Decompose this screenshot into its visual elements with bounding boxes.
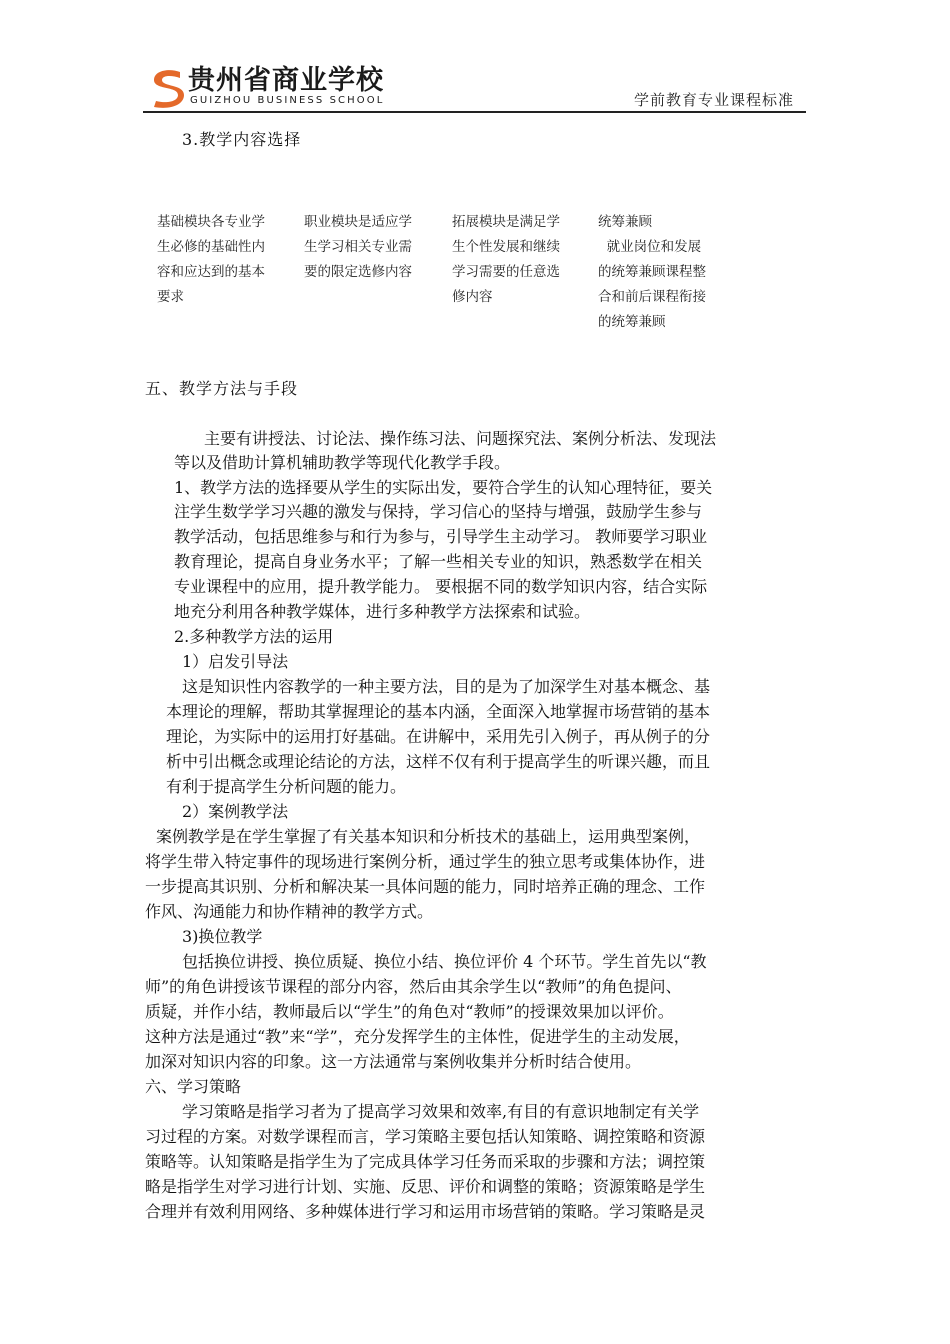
table-cell-line: 的统筹兼顾 <box>598 314 666 330</box>
subheading-multiple-methods: 2.多种教学方法的运用 <box>174 627 334 646</box>
table-cell-line: 生学习相关专业需 <box>304 239 412 255</box>
paragraph-line: 专业课程中的应用，提升教学能力。 要根据不同的数学知识内容，结合实际 <box>174 577 708 596</box>
document-title: 学前教育专业课程标准 <box>634 91 795 109</box>
paragraph-line: 学习策略是指学习者为了提高学习效果和效率,有目的有意识地制定有关学 <box>182 1102 700 1121</box>
table-cell-basic-module <box>157 210 289 310</box>
paragraph-line: 有利于提高学生分析问题的能力。 <box>166 777 407 796</box>
paragraph-line: 理论，为实际中的运用打好基础。在讲解中，采用先引入例子，再从例子的分 <box>166 727 711 746</box>
paragraph-line: 略是指学生对学习进行计划、实施、反思、评价和调整的策略；资源策略是学生 <box>145 1177 706 1196</box>
subheading-case-method: 2）案例教学法 <box>182 802 289 821</box>
paragraph-line: 师”的角色讲授该节课程的部分内容，然后由其余学生以“教师”的角色提问、 <box>145 977 682 996</box>
paragraph-line: 这种方法是通过“教”来“学”，充分发挥学生的主体性，促进学生的主动发展， <box>145 1027 690 1046</box>
table-cell-line: 的统筹兼顾课程整 <box>598 264 706 280</box>
page-header <box>0 0 950 115</box>
school-logo-english-name: GUIZHOU BUSINESS SCHOOL <box>190 95 385 106</box>
paragraph-line: 加深对知识内容的印象。这一方法通常与案例收集并分析时结合使用。 <box>145 1052 642 1071</box>
table-cell-line: 修内容 <box>452 289 493 305</box>
paragraph-line: 这是知识性内容教学的一种主要方法，目的是为了加深学生对基本概念、基 <box>182 677 711 696</box>
school-logo-s-icon <box>150 68 186 108</box>
table-cell-overall-planning <box>598 210 730 335</box>
paragraph-line: 教学活动，包括思维参与和行为参与，引导学生主动学习。 教师要学习职业 <box>174 527 708 546</box>
paragraph-line: 包括换位讲授、换位质疑、换位小结、换位评价 4 个环节。学生首先以“教 <box>182 952 707 971</box>
table-cell-line: 基础模块各专业学 <box>157 214 265 230</box>
table-cell-line: 生个性发展和继续 <box>452 239 560 255</box>
paragraph-line: 注学生数学学习兴趣的激发与保持，学习信心的坚持与增强，鼓励学生参与 <box>174 502 703 521</box>
section-5-heading: 五、教学方法与手段 <box>145 379 299 398</box>
table-cell-extension-module <box>452 210 584 310</box>
subheading-heuristic-method: 1）启发引导法 <box>182 652 289 671</box>
table-cell-line: 学习需要的任意选 <box>452 264 560 280</box>
table-cell-line: 容和应达到的基本 <box>157 264 265 280</box>
paragraph-line: 主要有讲授法、讨论法、操作练习法、问题探究法、案例分析法、发现法 <box>204 429 717 448</box>
paragraph-line: 习过程的方案。对数学课程而言，学习策略主要包括认知策略、调控策略和资源 <box>145 1127 706 1146</box>
paragraph-line: 合理并有效利用网络、多种媒体进行学习和运用市场营销的策略。学习策略是灵 <box>145 1202 706 1221</box>
paragraph-line: 策略等。认知策略是指学生为了完成具体学习任务而采取的步骤和方法；调控策 <box>145 1152 706 1171</box>
subheading-role-swap: 3)换位教学 <box>182 927 263 946</box>
table-cell-line: 统筹兼顾 <box>598 214 652 230</box>
school-logo-chinese-name: 贵州省商业学校 <box>188 65 384 96</box>
table-cell-line: 就业岗位和发展 <box>598 239 702 255</box>
paragraph-line: 地充分利用各种教学媒体，进行多种教学方法探索和试验。 <box>174 602 591 621</box>
table-cell-line: 要的限定选修内容 <box>304 264 412 280</box>
paragraph-line: 教育理论，提高自身业务水平；了解一些相关专业的知识，熟悉数学在相关 <box>174 552 703 571</box>
header-rule <box>143 111 806 113</box>
school-logo <box>150 65 412 108</box>
paragraph-line: 1、教学方法的选择要从学生的实际出发，要符合学生的认知心理特征，要关 <box>174 478 713 497</box>
table-cell-line: 合和前后课程衔接 <box>598 289 706 305</box>
paragraph-line: 析中引出概念或理论结论的方法，这样不仅有利于提高学生的听课兴趣，而且 <box>166 752 711 771</box>
table-cell-line: 生必修的基础性内 <box>157 239 265 255</box>
paragraph-line: 案例教学是在学生掌握了有关基本知识和分析技术的基础上，运用典型案例， <box>156 827 701 846</box>
paragraph-line: 一步提高其识别、分析和解决某一具体问题的能力，同时培养正确的理念、工作 <box>145 877 706 896</box>
paragraph-line: 等以及借助计算机辅助教学等现代化教学手段。 <box>174 453 511 472</box>
table-cell-vocational-module <box>304 210 436 285</box>
section-6-heading: 六、学习策略 <box>145 1077 242 1096</box>
paragraph-line: 将学生带入特定事件的现场进行案例分析，通过学生的独立思考或集体协作，进 <box>145 852 706 871</box>
section-3-heading: 3.教学内容选择 <box>182 130 302 149</box>
table-cell-line: 职业模块是适应学 <box>304 214 412 230</box>
paragraph-line: 作风、沟通能力和协作精神的教学方式。 <box>145 902 434 921</box>
table-cell-line: 要求 <box>157 289 184 305</box>
paragraph-line: 本理论的理解，帮助其掌握理论的基本内涵，全面深入地掌握市场营销的基本 <box>166 702 711 721</box>
paragraph-line: 质疑，并作小结，教师最后以“学生”的角色对“教师”的授课效果加以评价。 <box>145 1002 674 1021</box>
table-cell-line: 拓展模块是满足学 <box>452 214 560 230</box>
